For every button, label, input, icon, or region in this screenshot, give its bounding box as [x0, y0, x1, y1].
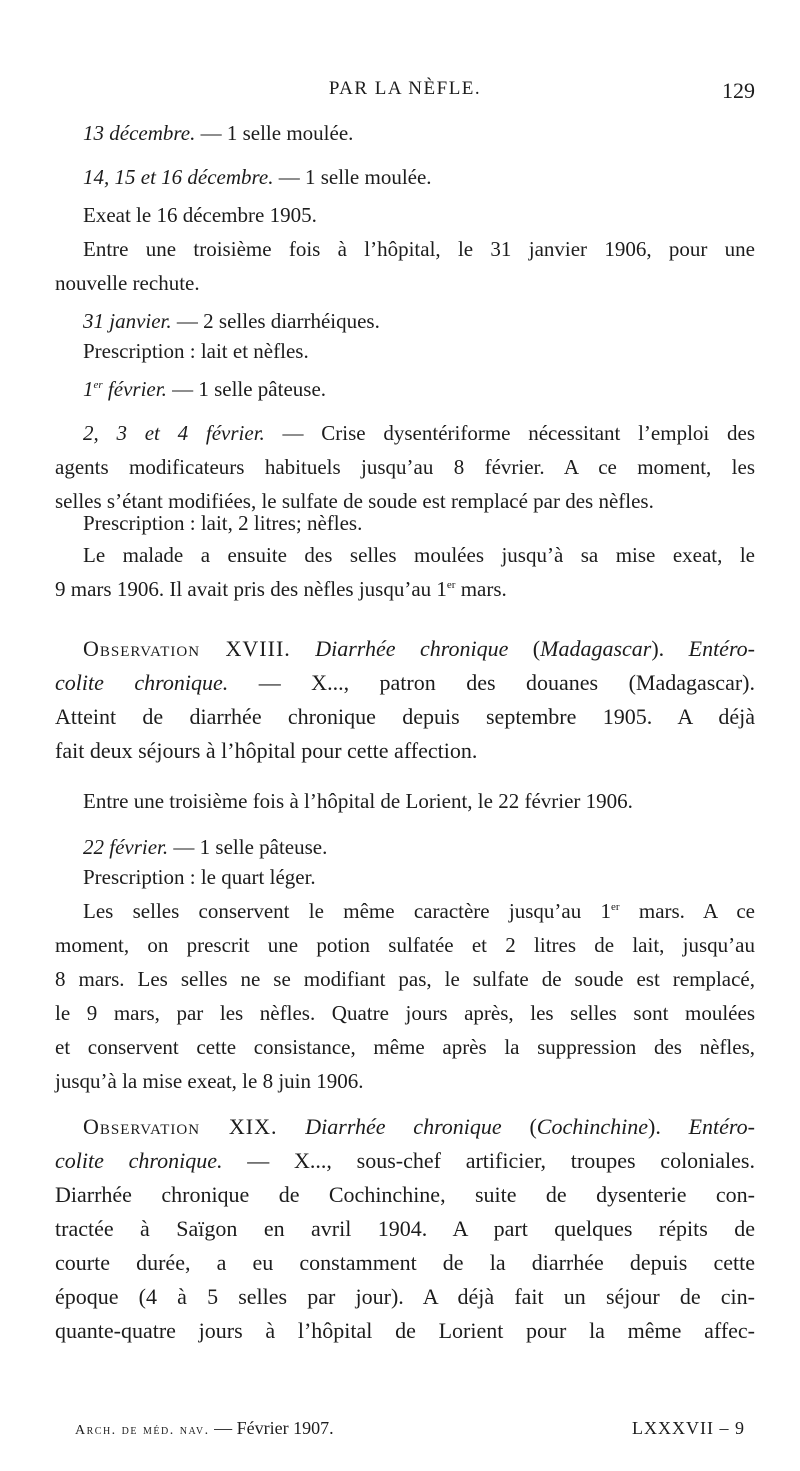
paragraph-prescription-3: Prescription : le quart léger. — [83, 865, 316, 889]
observation-label: Observation XVIII. — [83, 636, 291, 661]
date-label: 14, 15 et 16 décembre. — [83, 165, 274, 189]
footer-signature: LXXXVII – 9 — [632, 1418, 745, 1438]
paragraph-13-decembre: 13 décembre. — 1 selle moulée. — [83, 121, 354, 145]
date-label: 1er février. — [83, 377, 167, 401]
paragraph-troisieme-entree: Entre une troisième fois à l’hôpital, le 31 janvier 1906, pour une nouvelle rechute. — [55, 237, 755, 295]
observation-xix: Observation XIX. Diarrhée chronique (Cochinchine). Entéro- colite chronique. — X..., sous-chef artificier, troupes coloniales. Diarrhée chronique de Cochinchine, suite de dysenterie con- tractée à Saïgon en avril 1904. A part quelques répits de courte durée, a eu constamment de la diarrhée depuis cette époque (4 à 5 selles par jour). A déjà fait un séjour de cin- quante-quatre jours à l’hôpital de Lorient pour la même affec- — [55, 1114, 755, 1343]
paragraph-prescription-1: Prescription : lait et nèfles. — [83, 339, 309, 363]
paragraph-22-fevrier: 22 février. — 1 selle pâteuse. — [83, 835, 328, 859]
date-label: 2, 3 et 4 février. — [83, 421, 265, 445]
date-label: 22 février. — [83, 835, 169, 859]
paragraph-2-4-fevrier: 2, 3 et 4 février. — Crise dysentériforme nécessitant l’emploi des agents modificateurs habituels jusqu’au 8 février. A ce moment, les selles s’étant modifiées, le sulfate de soude est remplacé par des nèfles. — [55, 421, 755, 513]
paragraph-selles-conservent: Les selles conservent le même caractère jusqu’au 1er mars. A ce moment, on prescrit une potion sulfatée et 2 litres de lait, jusqu’au 8 mars. Les selles ne se modifiant pas, le sulfate de soude est remplacé, le 9 mars, par les nèfles. Quatre jours après, les selles sont moulées et conservent cette consistance, même après la suppression des nèfles, jusqu’à la mise exeat, le 8 juin 1906. — [55, 899, 755, 1093]
paragraph-prescription-2: Prescription : lait, 2 litres; nèfles. — [83, 511, 363, 535]
date-label: 13 décembre. — [83, 121, 196, 145]
running-title: PAR LA NÈFLE. — [328, 78, 482, 99]
running-head — [55, 78, 755, 108]
paragraph-1er-fevrier: 1er février. — 1 selle pâteuse. — [83, 377, 327, 401]
observation-label: Observation XIX. — [83, 1114, 278, 1139]
paragraph-lorient-entree: Entre une troisième fois à l’hôpital de Lorient, le 22 février 1906. — [83, 789, 633, 813]
paragraph-mise-exeat: Le malade a ensuite des selles moulées jusqu’à sa mise exeat, le 9 mars 1906. Il avait pris des nèfles jusqu’au 1er mars. — [55, 543, 755, 601]
footer-journal: Arch. de méd. nav. — Février 1907. — [75, 1418, 334, 1438]
date-label: 31 janvier. — [83, 309, 172, 333]
observation-xviii: Observation XVIII. Diarrhée chronique (Madagascar). Entéro- colite chronique. — X..., patron des douanes (Madagascar). Atteint de diarrhée chronique depuis septembre 1905. A déjà fait deux séjours à l’hôpital pour cette affection. — [55, 636, 756, 763]
paragraph-31-janvier: 31 janvier. — 2 selles diarrhéiques. — [83, 309, 380, 333]
paragraph-exeat: Exeat le 16 décembre 1905. — [83, 203, 317, 227]
document-page — [55, 0, 755, 1471]
page-footer — [75, 1418, 755, 1448]
paragraph-14-16-decembre: 14, 15 et 16 décembre. — 1 selle moulée. — [83, 165, 432, 189]
page-number: 129 — [722, 78, 755, 103]
